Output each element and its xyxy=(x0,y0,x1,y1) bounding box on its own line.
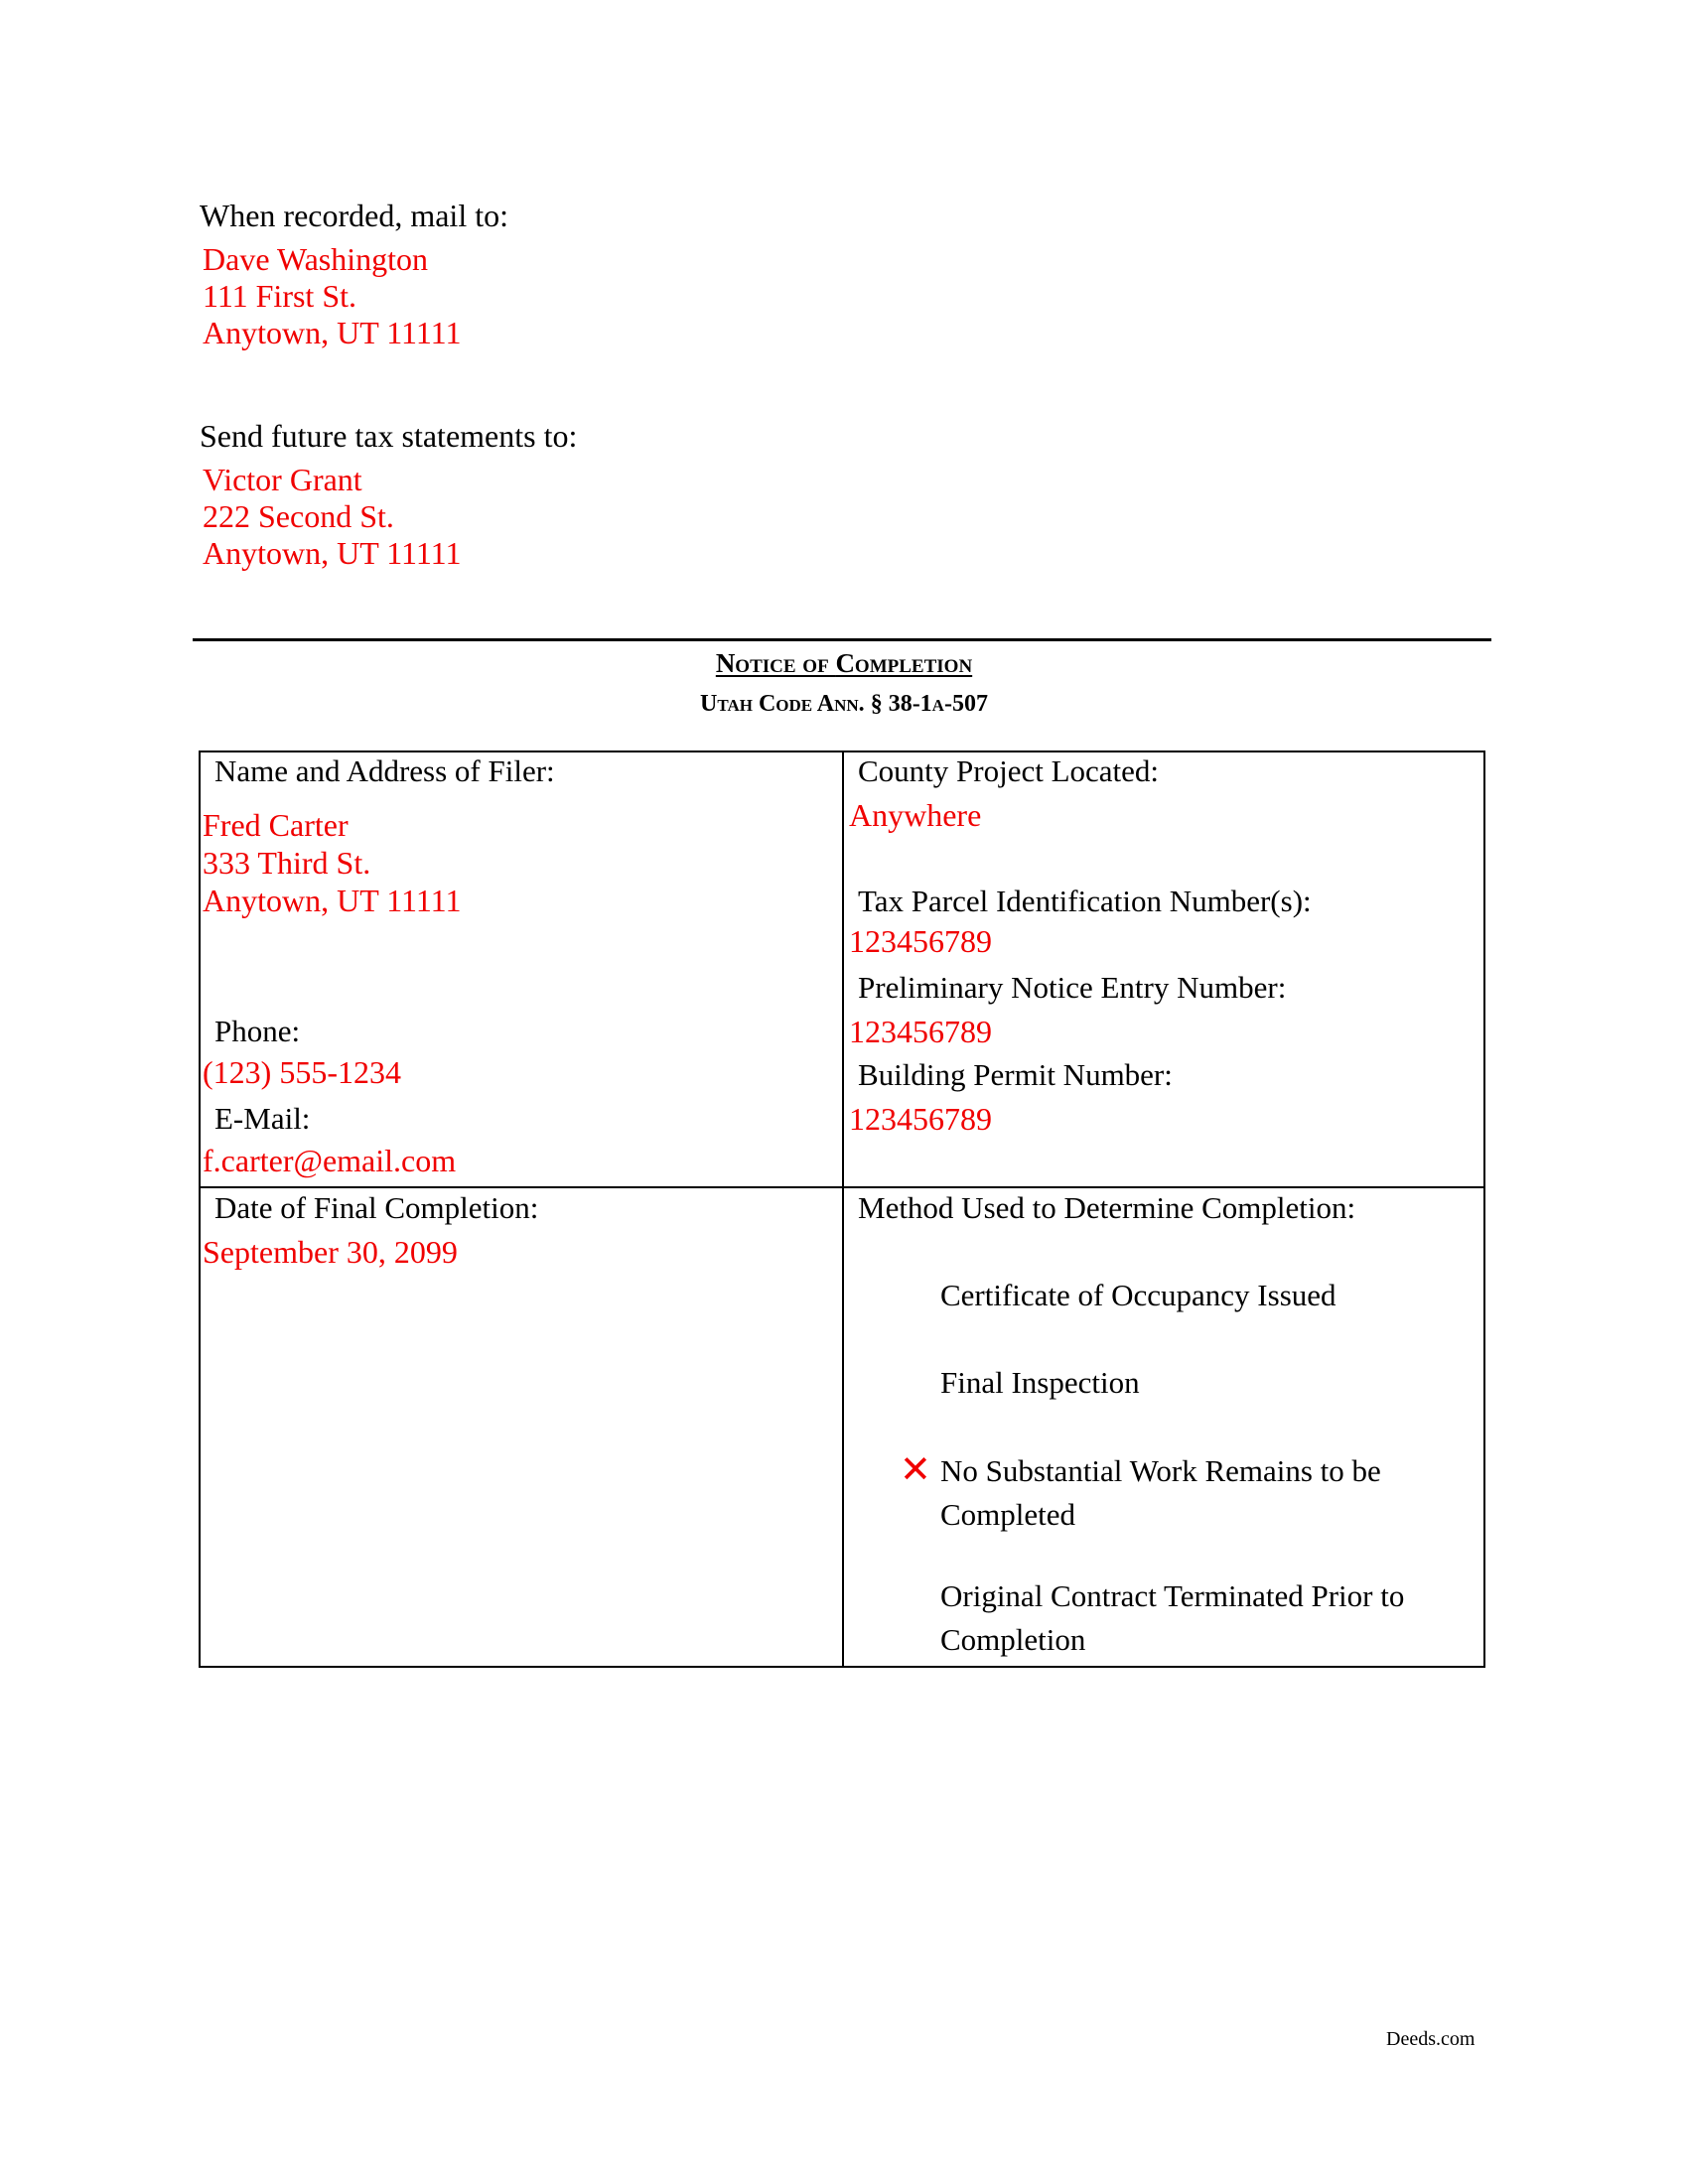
tax-statements-block xyxy=(200,418,577,572)
tax-statements-street: 222 Second St. xyxy=(203,498,394,534)
document-title xyxy=(0,647,1688,679)
permit-label: Building Permit Number: xyxy=(858,1057,1173,1092)
mail-to-city: Anytown, UT 11111 xyxy=(203,315,462,350)
option-contract-terminated: Original Contract Terminated Prior to Completion xyxy=(940,1578,1405,1657)
tax-statements-label: Send future tax statements to: xyxy=(200,418,578,454)
county-value: Anywhere xyxy=(849,797,982,833)
email-value: f.carter@email.com xyxy=(203,1143,457,1178)
permit-value: 123456789 xyxy=(849,1101,992,1137)
email-label: E-Mail: xyxy=(214,1101,311,1136)
parcel-label: Tax Parcel Identification Number(s): xyxy=(858,884,1312,918)
option-final-inspection: Final Inspection xyxy=(940,1365,1140,1400)
filer-street: 333 Third St. xyxy=(203,845,371,881)
document-subtitle xyxy=(0,689,1688,719)
mail-to-label: When recorded, mail to: xyxy=(200,198,508,233)
horizontal-rule xyxy=(193,638,1491,641)
mail-to-street: 111 First St. xyxy=(203,278,356,314)
checked-x-icon: ✕ xyxy=(900,1447,931,1491)
option-no-substantial-work: No Substantial Work Remains to be Completed xyxy=(940,1453,1381,1532)
tax-statements-name: Victor Grant xyxy=(203,462,362,497)
completion-date-value: September 30, 2099 xyxy=(203,1234,458,1270)
completion-date-label: Date of Final Completion: xyxy=(214,1190,539,1225)
parcel-value: 123456789 xyxy=(849,923,992,959)
filer-label: Name and Address of Filer: xyxy=(214,753,555,788)
method-label: Method Used to Determine Completion: xyxy=(858,1190,1356,1225)
mail-to-block xyxy=(200,198,508,351)
title-part-2: Completion xyxy=(835,648,973,678)
option-certificate-of-occupancy: Certificate of Occupancy Issued xyxy=(940,1278,1336,1312)
prelim-label: Preliminary Notice Entry Number: xyxy=(858,970,1287,1005)
table-vertical-divider xyxy=(842,751,844,1668)
filer-city: Anytown, UT 11111 xyxy=(203,883,462,918)
mail-to-name: Dave Washington xyxy=(203,241,429,277)
prelim-value: 123456789 xyxy=(849,1014,992,1049)
phone-label: Phone: xyxy=(214,1014,301,1048)
subtitle-code: Utah Code Ann. xyxy=(700,691,865,717)
subtitle-section: § 38-1a-507 xyxy=(864,691,988,717)
footer-source: Deeds.com xyxy=(1386,2028,1476,2050)
title-part-1: Notice of xyxy=(715,648,836,678)
table-horizontal-divider xyxy=(199,1186,1485,1188)
tax-statements-city: Anytown, UT 11111 xyxy=(203,535,462,571)
county-label: County Project Located: xyxy=(858,753,1160,788)
phone-value: (123) 555-1234 xyxy=(203,1054,401,1090)
filer-name: Fred Carter xyxy=(203,807,349,843)
